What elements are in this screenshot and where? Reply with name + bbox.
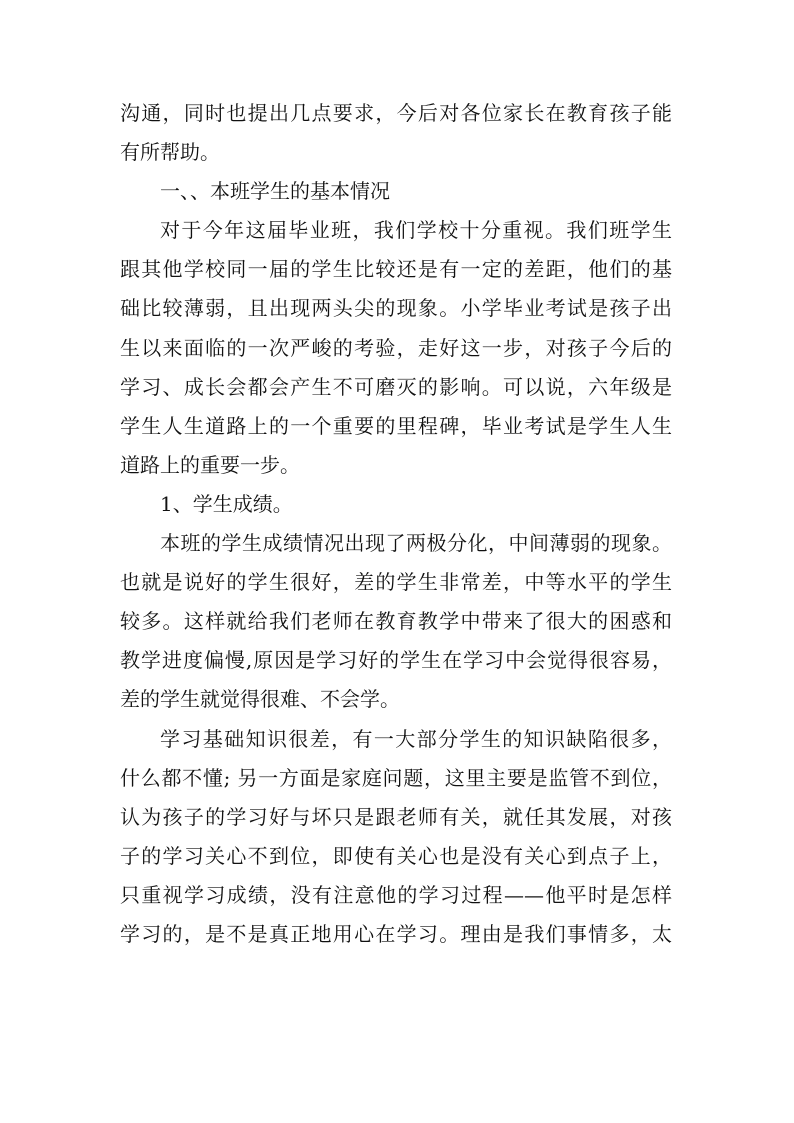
text-line: 也就是说好的学生很好，差的学生非常差，中等水平的学生 (120, 570, 672, 595)
text-line: 生以来面临的一次严峻的考验，走好这一步，对孩子今后的 (120, 335, 672, 360)
text-line: 差的学生就觉得很难、不会学。 (120, 687, 400, 712)
text-line: 跟其他学校同一届的学生比较还是有一定的差距，他们的基 (120, 257, 672, 282)
text-line: 沟通，同时也提出几点要求，今后对各位家长在教育孩子能 (120, 101, 672, 125)
text-line: 对于今年这届毕业班，我们学校十分重视。我们班学生 (160, 218, 672, 243)
text-line: 道路上的重要一步。 (120, 452, 300, 477)
text-line: 较多。这样就给我们老师在教育教学中带来了很大的困惑和 (120, 609, 672, 634)
document-body (120, 94, 672, 954)
text-line: 子的学习关心不到位，即使有关心也是没有关心到点子上， (120, 843, 672, 868)
text-line: 教学进度偏慢,原因是学习好的学生在学习中会觉得很容易， (120, 648, 672, 673)
text-line: 学习、成长会都会产生不可磨灭的影响。可以说，六年级是 (120, 374, 672, 399)
text-line: 1、学生成绩。 (160, 491, 293, 516)
text-line: 学习的，是不是真正地用心在学习。理由是我们事情多，太 (120, 921, 672, 946)
text-line: 础比较薄弱，且出现两头尖的现象。小学毕业考试是孩子出 (120, 296, 672, 321)
text-line: 认为孩子的学习好与坏只是跟老师有关，就任其发展，对孩 (120, 804, 672, 829)
text-line: 只重视学习成绩，没有注意他的学习过程——他平时是怎样 (120, 882, 672, 907)
text-line: 有所帮助。 (120, 140, 220, 165)
text-line: 什么都不懂; 另一方面是家庭问题，这里主要是监管不到位， (120, 765, 672, 790)
text-line: 一、、本班学生的基本情况 (160, 179, 390, 204)
text-line: 本班的学生成绩情况出现了两极分化，中间薄弱的现象。 (160, 531, 672, 556)
text-line: 学生人生道路上的一个重要的里程碑，毕业考试是学生人生 (120, 413, 672, 438)
text-line: 学习基础知识很差，有一大部分学生的知识缺陷很多， (160, 726, 672, 751)
